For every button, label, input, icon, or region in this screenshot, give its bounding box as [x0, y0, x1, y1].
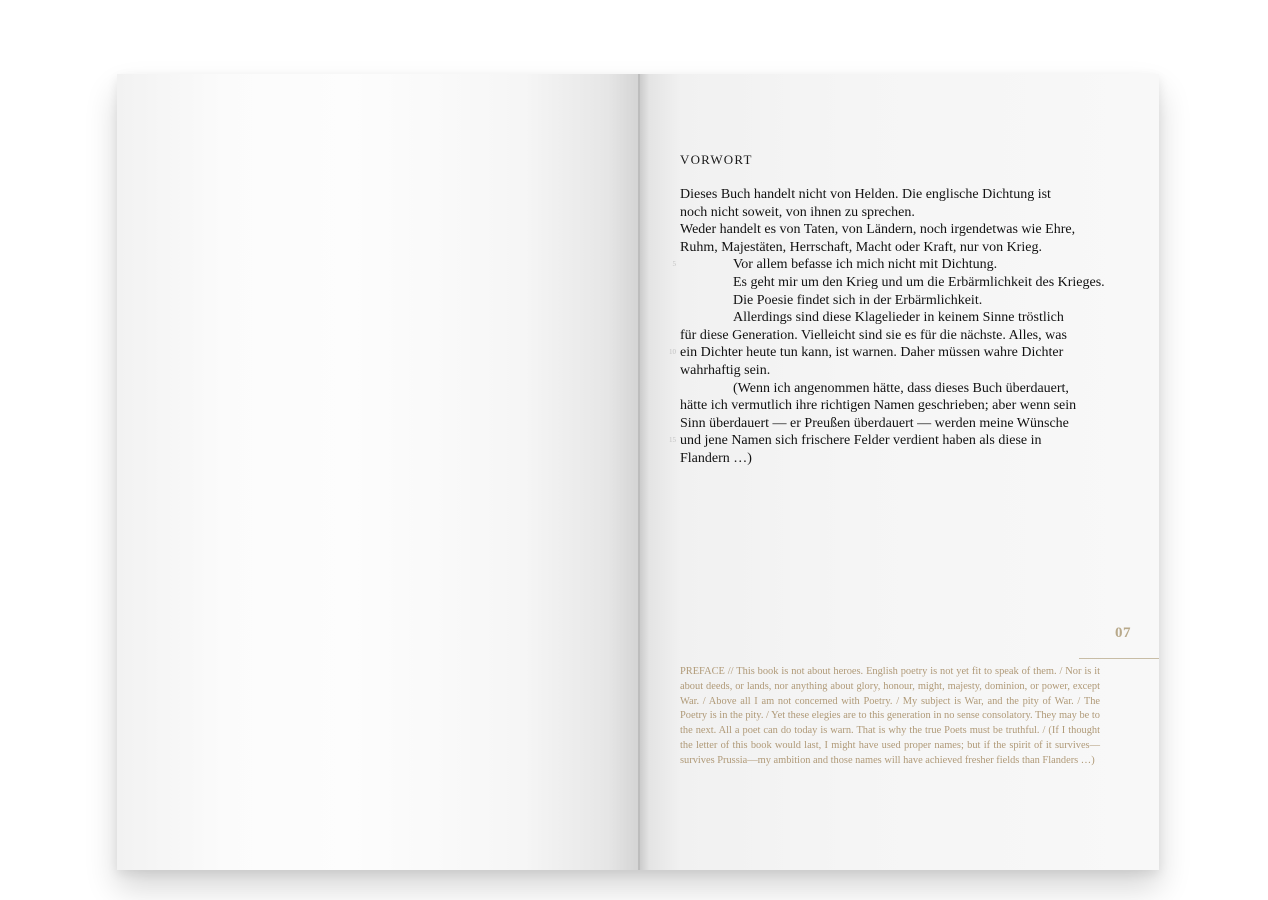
page-number: 07 [1115, 625, 1131, 641]
text-line [680, 186, 1105, 204]
line-text: Weder handelt es von Taten, von Ländern, noch irgendetwas wie Ehre, [680, 222, 1076, 238]
left-page-blank [117, 74, 639, 870]
text-line [680, 292, 1105, 310]
line-text: für diese Generation. Vielleicht sind sie es für die nächste. Alles, was [680, 327, 1067, 343]
text-line [680, 362, 1105, 380]
footer-divider [1079, 658, 1159, 659]
line-text: hätte ich vermutlich ihre richtigen Namen geschrieben; aber wenn sein [680, 398, 1077, 414]
text-line [680, 397, 1105, 415]
book-gutter [638, 74, 640, 870]
line-text: wahrhaftig sein. [680, 362, 771, 378]
line-text: Dieses Buch handelt nicht von Helden. Die englische Dichtung ist [680, 187, 1051, 202]
text-line [672, 256, 1105, 274]
line-text: Ruhm, Majestäten, Herrschaft, Macht oder Kraft, nur von Krieg. [680, 239, 1042, 255]
text-line [680, 450, 1105, 468]
line-text: Sinn überdauert — er Preußen überdauert — werden meine Wünsche [680, 415, 1069, 431]
text-line [669, 344, 1105, 362]
text-line [680, 309, 1105, 327]
right-page [639, 74, 1159, 870]
line-number: 10 [669, 348, 676, 357]
line-text: noch nicht soweit, von ihnen zu sprechen. [680, 204, 915, 220]
line-text: Die Poesie findet sich in der Erbärmlichkeit. [733, 292, 983, 308]
text-line [680, 327, 1105, 345]
line-number: 15 [669, 436, 676, 445]
book-spread [117, 74, 1159, 870]
text-line [680, 204, 1105, 222]
line-text: Flandern …) [680, 450, 752, 466]
text-line [680, 380, 1105, 398]
text-line [669, 432, 1105, 450]
line-text: ein Dichter heute tun kann, ist warnen. Daher müssen wahre Dichter [680, 345, 1064, 361]
text-line [680, 415, 1105, 433]
english-translation: PREFACE // This book is not about heroes. English poetry is not yet fit to speak of them. / Nor is it about deeds, or lands, nor anything about glory, honour, might, majesty, dominion, or power, except War. / Above all I am not concerned with Poetry. / My subject is War, and the pity of War. / The Poetry is in the pity. / Yet these elegies are to this generation in no sense consolatory. They may be to the next. All a poet can do today is warn. That is why the true Poets must be truthful. / (If I thought the letter of this book would last, I might have used proper names; but if the spirit of it survives—survives Prussia—my ambition and those names will have achieved fresher fields than Flanders …) [680, 666, 1100, 766]
text-line [680, 274, 1105, 292]
line-number: 5 [672, 260, 676, 269]
text-line [680, 221, 1105, 239]
line-text: und jene Namen sich frischere Felder verdient haben als diese in [680, 433, 1042, 449]
line-text: Es geht mir um den Krieg und um die Erbärmlichkeit des Krieges. [733, 274, 1105, 290]
body-text [669, 186, 1105, 468]
line-text: (Wenn ich angenommen hätte, dass dieses Buch überdauert, [733, 380, 1069, 396]
page-heading: VORWORT [680, 152, 753, 167]
line-text: Vor allem befasse ich mich nicht mit Dichtung. [733, 257, 998, 273]
line-text: Allerdings sind diese Klagelieder in keinem Sinne tröstlich [733, 310, 1064, 326]
text-line [680, 239, 1105, 257]
